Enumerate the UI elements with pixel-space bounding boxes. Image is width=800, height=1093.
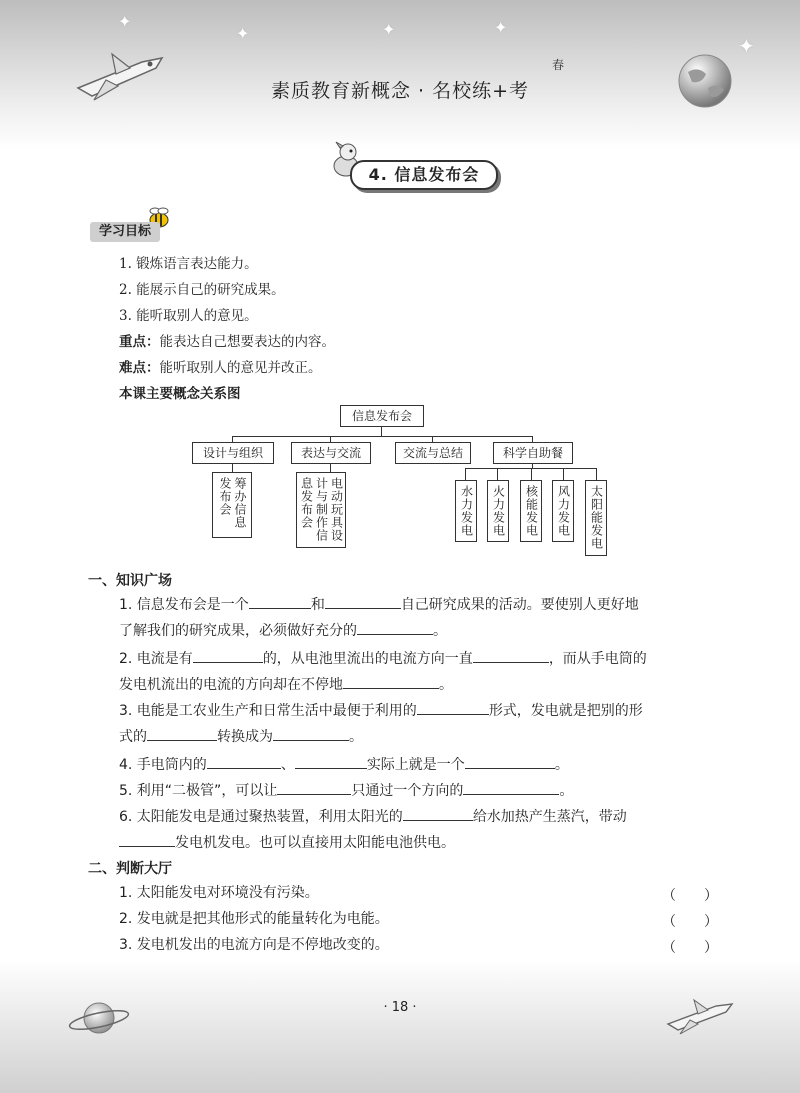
q-text: 给水加热产生蒸汽，带动 [472,809,627,825]
star-icon: ✦ [382,20,396,39]
question-3 [119,698,719,724]
season-label: 春 [552,58,565,72]
q-text: 。 [349,729,363,745]
concept-branch: 交流与总结 [395,442,471,464]
question-4 [119,752,719,778]
question-5 [119,778,719,804]
concept-leaf-text: 筹办信息发布会 [218,477,247,529]
q-text: 。 [433,623,447,639]
concept-leaf-text: 太阳能发电 [589,485,604,550]
star-icon: ✦ [494,18,508,37]
concept-leaf [520,480,542,542]
concept-root: 信息发布会 [340,405,424,427]
q-text: 和 [310,597,325,613]
key-point-label: 重点： [119,334,160,350]
space-shuttle-icon [664,994,736,1038]
q-text: 6. 太阳能发电是通过聚热装置，利用太阳光的 [119,809,403,825]
answer-blank[interactable] [403,804,473,821]
key-point [119,330,335,350]
q-text: 、 [280,757,295,773]
question-3-cont [119,724,719,750]
star-icon: ✦ [738,34,755,58]
lesson-title: 4. 信息发布会 [350,160,498,190]
q-text: 实际上就是一个 [366,757,465,773]
answer-blank[interactable] [273,724,349,741]
q-text: 只通过一个方向的 [351,783,464,799]
question-6 [119,804,719,830]
q-text: 转换成为 [217,729,273,745]
answer-blank[interactable] [465,752,555,769]
answer-parentheses[interactable]: （ ） [662,914,718,930]
q-text: 发电机流出的电流的方向却在不停地 [119,677,343,693]
question-1-cont [119,618,719,644]
q-text: 3. 电能是工农业生产和日常生活中最便于利用的 [119,703,417,719]
answer-blank[interactable] [277,778,351,795]
answer-blank[interactable] [463,778,559,795]
q-text: 1. 信息发布会是一个 [119,597,249,613]
learning-goals-tag: 学习目标 [90,222,160,242]
difficult-point-text: 能听取别人的意见并改正。 [159,360,322,376]
answer-blank[interactable] [119,830,175,847]
concept-leaf-text: 风力发电 [556,485,571,537]
concept-leaf [296,472,346,548]
q-text: 5. 利用“二极管”，可以让 [119,783,278,799]
concept-leaf [212,472,252,538]
goal-item: 1. 锻炼语言表达能力。 [119,256,258,272]
page-number: · 18 · [383,1000,417,1015]
q-text: ，而从手电筒的 [548,651,647,667]
question-1 [119,592,719,618]
series-title: 素质教育新概念 · 名校练+考 [270,80,530,102]
connector [596,468,597,480]
connector [465,468,466,480]
connector [232,436,532,437]
q-text: 自己研究成果的活动。要使别人更好地 [400,597,639,613]
answer-blank[interactable] [417,698,489,715]
connector [381,426,382,436]
concept-leaf-text: 水力发电 [459,485,474,537]
q-text: 。 [554,757,569,773]
difficult-point-label: 难点： [119,360,160,376]
answer-blank[interactable] [325,592,401,609]
answer-blank[interactable] [357,618,433,635]
planet-icon [66,996,132,1040]
goal-item: 2. 能展示自己的研究成果。 [119,282,285,298]
concept-leaf [487,480,509,542]
judge-item: 1. 太阳能发电对环境没有污染。 [119,885,319,901]
q-text: 。 [439,677,453,693]
answer-parentheses[interactable]: （ ） [662,940,718,956]
concept-branch: 设计与组织 [192,442,274,464]
concept-leaf-text: 电动玩具设计与制作信息发布会 [299,477,344,542]
q-text: 。 [559,783,574,799]
q-text: 的，从电池里流出的电流方向一直 [262,651,473,667]
concept-leaf-text: 火力发电 [491,485,506,537]
concept-leaf [585,480,607,556]
connector [497,468,498,480]
concept-leaf [455,480,477,542]
globe-icon [676,52,734,110]
answer-blank[interactable] [207,752,281,769]
connector [330,463,331,472]
connector [563,468,564,480]
q-text: 式的 [119,729,147,745]
goal-item: 3. 能听取别人的意见。 [119,308,258,324]
question-2-cont [119,672,719,698]
difficult-point [119,356,322,376]
answer-blank[interactable] [473,646,549,663]
question-2 [119,646,719,672]
section-title: 一、知识广场 [88,573,172,589]
judge-item: 2. 发电就是把其他形式的能量转化为电能。 [119,911,389,927]
q-text: 发电机发电。也可以直接用太阳能电池供电。 [175,835,455,851]
section-title: 二、判断大厅 [88,861,172,877]
answer-blank[interactable] [147,724,217,741]
judge-item: 3. 发电机发出的电流方向是不停地改变的。 [119,937,389,953]
concept-leaf-text: 核能发电 [524,485,539,537]
q-text: 4. 手电筒内的 [119,757,207,773]
star-icon: ✦ [118,12,132,31]
concept-branch: 表达与交流 [291,442,371,464]
answer-blank[interactable] [295,752,367,769]
connector [531,468,532,480]
concept-branch: 科学自助餐 [493,442,573,464]
key-point-text: 能表达自己想要表达的内容。 [159,334,335,350]
answer-blank[interactable] [249,592,311,609]
q-text: 2. 电流是有 [119,651,193,667]
concept-leaf [552,480,574,542]
question-6-cont [119,830,719,856]
concept-map-title: 本课主要概念关系图 [119,386,241,402]
answer-blank[interactable] [193,646,263,663]
space-shuttle-icon [72,44,168,106]
answer-blank[interactable] [343,672,439,689]
star-icon: ✦ [236,24,250,43]
answer-parentheses[interactable]: （ ） [662,888,718,904]
connector [232,463,233,472]
q-text: 形式，发电就是把别的形 [488,703,643,719]
q-text: 了解我们的研究成果，必须做好充分的 [119,623,357,639]
